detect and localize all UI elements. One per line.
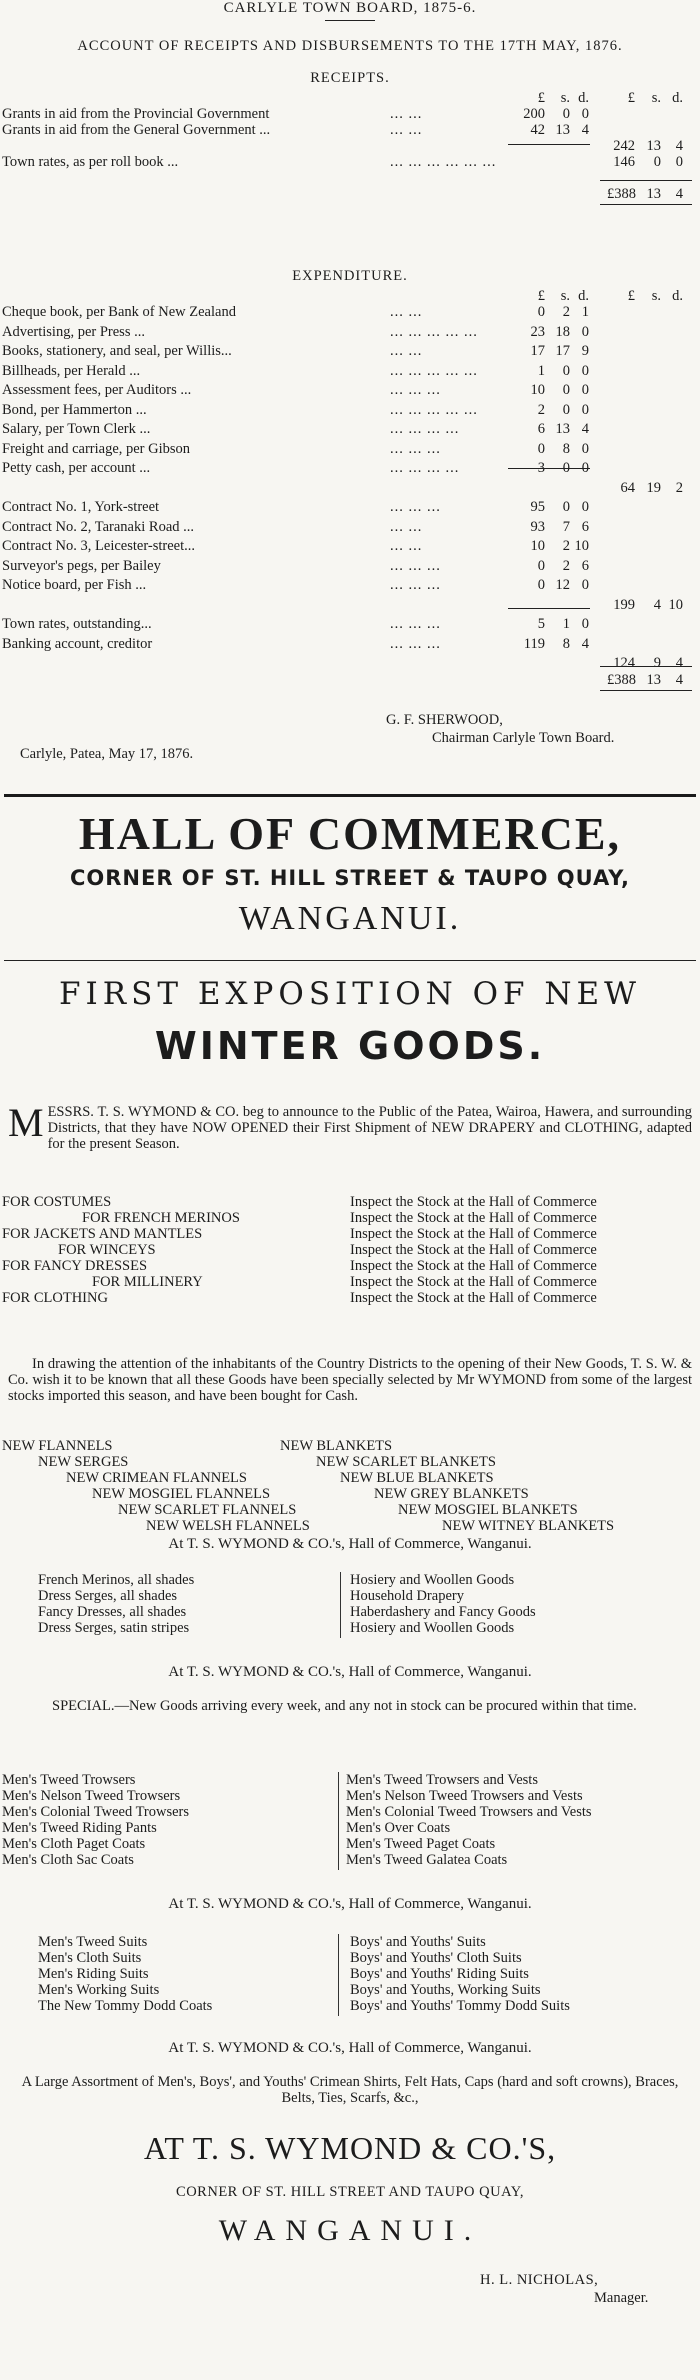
amount-cell: 0: [581, 106, 589, 122]
amount-cell: 10: [530, 538, 545, 554]
list-item: Boys' and Youths' Tommy Dodd Suits: [350, 1998, 570, 2014]
subtotal-cell: 64: [620, 479, 635, 496]
inspect-stock-text: Inspect the Stock at the Hall of Commerce: [350, 1210, 597, 1226]
list-item: Dress Serges, all shades: [38, 1588, 178, 1604]
ledger-label: Notice board, per Fish ...: [2, 577, 147, 593]
blanket-item: NEW SCARLET BLANKETS: [316, 1454, 496, 1470]
ledger-row: [0, 304, 700, 320]
amount-cell: 0: [581, 440, 589, 457]
total-pounds: £388: [607, 672, 636, 688]
inspect-stock-text: Inspect the Stock at the Hall of Commerce: [350, 1274, 597, 1290]
amount-cell: 0: [581, 401, 589, 418]
amount-cell: 2: [562, 304, 570, 320]
amount-cell: 10: [530, 382, 545, 398]
total-rule: [600, 180, 692, 181]
leader-dots: ... ... ... ...: [390, 460, 460, 476]
list-item: Men's Colonial Tweed Trowsers and Vests: [346, 1804, 592, 1820]
total-pence: 4: [675, 186, 683, 202]
for-item-label: FOR WINCEYS: [58, 1242, 156, 1258]
advert-town: WANGANUI.: [238, 900, 462, 937]
leader-dots: ... ... ... ...: [390, 421, 460, 437]
subtotal-cell: 4: [675, 655, 683, 671]
at-wymond-line: At T. S. WYMOND & CO.'s, Hall of Commerce, Wanganui.: [168, 1664, 532, 1680]
total-shillings: 13: [646, 186, 661, 202]
ledger-row: [0, 138, 700, 154]
list-item: Men's Working Suits: [38, 1982, 160, 1998]
manager-name: H. L. NICHOLAS,: [480, 2272, 599, 2288]
total-pence: 4: [675, 672, 683, 688]
pounds-col-label: £: [537, 90, 545, 106]
drop-cap: M: [8, 1100, 44, 1145]
ledger-row: [0, 655, 700, 671]
for-item-label: FOR MILLINERY: [92, 1274, 203, 1290]
ledger-row: [0, 499, 700, 515]
currency-header: [0, 90, 700, 106]
intro-text: ESSRS. T. S. WYMOND & CO. beg to announce to the Public of the Patea, Wairoa, Hawera, and surrounding Districts, that they have NOW OPENED their First Shipment of NEW DRAPERY and CLOTHING, adapted for the present Season.: [47, 1104, 692, 1152]
subtotal-cell: 4: [653, 596, 661, 613]
ledger-label: Advertising, per Press ...: [2, 323, 145, 340]
amount-cell: 23: [530, 323, 545, 340]
blanket-item: NEW BLANKETS: [280, 1438, 393, 1454]
amount-cell: 2: [562, 538, 570, 554]
advert-corner: CORNER OF ST. HILL STREET & TAUPO QUAY,: [69, 866, 631, 890]
pence-col-label: d.: [672, 90, 683, 106]
ledger-row: [0, 343, 700, 359]
subtotal-cell: 13: [646, 138, 661, 154]
inspect-stock-text: Inspect the Stock at the Hall of Commerce: [350, 1258, 597, 1274]
blanket-item: NEW WITNEY BLANKETS: [442, 1518, 615, 1534]
amount-cell: 1: [581, 304, 589, 320]
list-item: Men's Tweed Suits: [38, 1934, 148, 1950]
pence-col-label: d.: [578, 288, 589, 304]
amount-cell: 0: [562, 401, 570, 418]
ledger-label: Billheads, per Herald ...: [2, 362, 141, 379]
flannel-item: NEW FLANNELS: [2, 1438, 113, 1454]
list-item: Men's Colonial Tweed Trowsers: [2, 1804, 190, 1820]
subtotal-rule: [508, 468, 590, 469]
ledger-row: [0, 636, 700, 652]
amount-cell: 4: [581, 635, 589, 652]
subtotal-cell: 4: [675, 138, 683, 154]
ledger-label: Contract No. 3, Leicester-street...: [2, 538, 195, 554]
subtotal-cell: 0: [675, 154, 683, 170]
amount-cell: 42: [530, 122, 545, 138]
list-item: Men's Nelson Tweed Trowsers: [2, 1788, 181, 1804]
amount-cell: 0: [537, 577, 545, 593]
advert-town-2: WANGANUI.: [218, 2214, 482, 2247]
leader-dots: ... ... ... ... ...: [390, 401, 478, 418]
amount-cell: 95: [530, 499, 545, 515]
amount-cell: 6: [581, 557, 589, 574]
list-item: Household Drapery: [350, 1588, 464, 1604]
ledger-label: Town rates, outstanding...: [2, 616, 152, 632]
list-item: Men's Cloth Suits: [38, 1950, 142, 1966]
amount-cell: 17: [555, 343, 570, 359]
leader-dots: ... ...: [390, 106, 423, 122]
amount-cell: 0: [581, 323, 589, 340]
blanket-item: NEW GREY BLANKETS: [374, 1486, 529, 1502]
pence-col-label: d.: [672, 288, 683, 304]
subtotal-cell: 146: [613, 154, 635, 170]
list-item: Men's Tweed Trowsers and Vests: [346, 1772, 538, 1788]
subtotal-cell: 9: [653, 655, 661, 671]
ledger-label: Grants in aid from the Provincial Government: [2, 106, 270, 122]
big-at-wymond: AT T. S. WYMOND & CO.'S,: [143, 2130, 557, 2166]
total-shillings: 13: [646, 672, 661, 688]
subtotal-cell: 242: [613, 138, 635, 154]
subtotal-cell: 19: [646, 479, 661, 496]
ledger-row: [0, 421, 700, 437]
list-item: Men's Over Coats: [346, 1820, 451, 1836]
amount-cell: 4: [581, 421, 589, 437]
amount-cell: 0: [537, 440, 545, 457]
amount-cell: 119: [523, 635, 545, 652]
amount-cell: 0: [537, 304, 545, 320]
ledger-label: Contract No. 1, York-street: [2, 499, 160, 515]
amount-cell: 93: [530, 518, 545, 535]
amount-cell: 8: [562, 440, 570, 457]
amount-cell: 10: [574, 538, 589, 554]
ledger-label: Banking account, creditor: [2, 635, 153, 652]
expenditure-total-row: [0, 672, 700, 688]
column-divider: [338, 1934, 339, 2016]
ledger-row: [0, 577, 700, 593]
amount-cell: 0: [562, 382, 570, 398]
amount-cell: 0: [562, 106, 570, 122]
divider: [4, 960, 696, 961]
list-item: Boys' and Youths' Cloth Suits: [350, 1950, 522, 1966]
list-item: Men's Tweed Riding Pants: [2, 1820, 157, 1836]
ledger-row: [0, 519, 700, 535]
receipts-title: RECEIPTS.: [310, 70, 390, 86]
amount-cell: 13: [555, 421, 570, 437]
flannel-item: NEW SCARLET FLANNELS: [118, 1502, 297, 1518]
ledger-row: [0, 441, 700, 457]
blanket-item: NEW MOSGIEL BLANKETS: [398, 1502, 578, 1518]
ledger-row: [0, 558, 700, 574]
ledger-label: Salary, per Town Clerk ...: [2, 421, 151, 437]
currency-header: [0, 288, 700, 304]
ledger-row: [0, 597, 700, 613]
leader-dots: ... ... ...: [390, 557, 441, 574]
list-item: Hosiery and Woollen Goods: [350, 1572, 515, 1588]
blanket-item: NEW BLUE BLANKETS: [340, 1470, 494, 1486]
leader-dots: ... ... ...: [390, 635, 441, 652]
list-item: French Merinos, all shades: [38, 1572, 195, 1588]
inspect-stock-text: Inspect the Stock at the Hall of Commerce: [350, 1290, 597, 1306]
place-date: Carlyle, Patea, May 17, 1876.: [20, 746, 194, 762]
list-item: Men's Tweed Galatea Coats: [346, 1852, 508, 1868]
leader-dots: ... ... ...: [390, 577, 441, 593]
amount-cell: 0: [562, 460, 570, 476]
amount-cell: 13: [555, 122, 570, 138]
ledger-label: Town rates, as per roll book ...: [2, 154, 179, 170]
leader-dots: ... ...: [390, 518, 423, 535]
amount-cell: 7: [562, 518, 570, 535]
shillings-col-label: s.: [651, 90, 661, 106]
list-item: Men's Tweed Trowsers: [2, 1772, 136, 1788]
for-item-label: FOR COSTUMES: [2, 1194, 112, 1210]
subtotal-cell: 2: [675, 479, 683, 496]
ledger-row: [0, 324, 700, 340]
list-item: Men's Cloth Sac Coats: [2, 1852, 134, 1868]
list-item: Dress Serges, satin stripes: [38, 1620, 190, 1636]
leader-dots: ... ... ... ... ... ...: [390, 154, 497, 170]
amount-cell: 18: [555, 323, 570, 340]
subtotal-cell: 124: [613, 655, 635, 671]
total-rule: [600, 666, 692, 667]
expenditure-title: EXPENDITURE.: [292, 268, 408, 284]
amount-cell: 3: [537, 460, 545, 476]
leader-dots: ... ... ... ... ...: [390, 362, 478, 379]
leader-dots: ... ... ...: [390, 616, 441, 632]
inspect-stock-text: Inspect the Stock at the Hall of Commerce: [350, 1194, 597, 1210]
inspect-stock-text: Inspect the Stock at the Hall of Commerce: [350, 1226, 597, 1242]
leader-dots: ... ... ... ... ...: [390, 323, 478, 340]
list-item: Men's Cloth Paget Coats: [2, 1836, 146, 1852]
amount-cell: 0: [581, 362, 589, 379]
ledger-row: [0, 460, 700, 476]
column-divider: [340, 1572, 341, 1638]
amount-cell: 2: [562, 557, 570, 574]
intro-paragraph: [8, 1100, 692, 1152]
account-header: CARLYLE TOWN BOARD, 1875-6.: [223, 0, 477, 16]
list-item: Men's Nelson Tweed Trowsers and Vests: [346, 1788, 583, 1804]
ledger-label: Grants in aid from the General Government ...: [2, 122, 271, 138]
list-item: Boys' and Youths, Working Suits: [350, 1982, 541, 1998]
list-item: Men's Riding Suits: [38, 1966, 149, 1982]
ledger-row: [0, 402, 700, 418]
list-item: Boys' and Youths' Riding Suits: [350, 1966, 529, 1982]
signatory-name: G. F. SHERWOOD,: [386, 712, 503, 728]
ledger-label: Contract No. 2, Taranaki Road ...: [2, 518, 195, 535]
amount-cell: 5: [537, 616, 545, 632]
exposition-title: FIRST EXPOSITION OF NEW: [58, 976, 642, 1012]
amount-cell: 0: [581, 616, 589, 632]
flannel-item: NEW MOSGIEL FLANNELS: [92, 1486, 271, 1502]
divider: [325, 20, 375, 21]
total-pounds: £388: [607, 186, 636, 202]
for-item-label: FOR JACKETS AND MANTLES: [2, 1226, 203, 1242]
for-item-label: FOR FRENCH MERINOS: [82, 1210, 240, 1226]
list-item: Men's Tweed Paget Coats: [346, 1836, 496, 1852]
attention-paragraph: In drawing the attention of the inhabitants of the Country Districts to the opening of their New Goods, T. S. W. & Co. wish it to be known that all these Goods have been specially selected by Mr WYMOND from some of the largest stocks imported this season, and have been bought for Cash.: [8, 1356, 692, 1404]
flannel-item: NEW CRIMEAN FLANNELS: [66, 1470, 247, 1486]
inspect-stock-text: Inspect the Stock at the Hall of Commerce: [350, 1242, 597, 1258]
leader-dots: ... ...: [390, 538, 423, 554]
ledger-label: Surveyor's pegs, per Bailey: [2, 557, 161, 574]
section-divider: [4, 794, 696, 797]
amount-cell: 200: [523, 106, 545, 122]
amount-cell: 0: [581, 499, 589, 515]
list-item: Hosiery and Woollen Goods: [350, 1620, 515, 1636]
amount-cell: 6: [537, 421, 545, 437]
subtotal-rule: [508, 608, 590, 609]
for-item-label: FOR CLOTHING: [2, 1290, 108, 1306]
amount-cell: 0: [581, 577, 589, 593]
ledger-label: Assessment fees, per Auditors ...: [2, 382, 192, 398]
signatory-title: Chairman Carlyle Town Board.: [432, 730, 615, 746]
subtotal-rule: [508, 144, 590, 145]
account-subheader: ACCOUNT OF RECEIPTS AND DISBURSEMENTS TO THE 17TH MAY, 1876.: [77, 38, 623, 54]
ledger-row: [0, 382, 700, 398]
ledger-label: Cheque book, per Bank of New Zealand: [2, 304, 236, 320]
at-wymond-line: At T. S. WYMOND & CO.'s, Hall of Commerce, Wanganui.: [168, 2040, 532, 2056]
list-item: The New Tommy Dodd Coats: [38, 1998, 213, 2014]
amount-cell: 1: [537, 362, 545, 379]
total-rule: [600, 690, 692, 691]
column-divider: [338, 1772, 339, 1870]
leader-dots: ... ...: [390, 343, 423, 359]
amount-cell: 0: [581, 460, 589, 476]
advert-title: HALL OF COMMERCE,: [78, 808, 622, 859]
ledger-row: [0, 480, 700, 496]
pounds-col-label: £: [537, 288, 545, 304]
advert-corner-2: CORNER OF ST. HILL STREET AND TAUPO QUAY,: [176, 2184, 524, 2200]
for-item-label: FOR FANCY DRESSES: [2, 1258, 148, 1274]
assortment-paragraph: A Large Assortment of Men's, Boys', and Youths' Crimean Shirts, Felt Hats, Caps (hard and soft crowns), Braces, Belts, Ties, Scarfs, &c.,: [21, 2074, 679, 2106]
flannel-item: NEW SERGES: [38, 1454, 129, 1470]
ledger-label: Books, stationery, and seal, per Willis...: [2, 343, 232, 359]
at-wymond-line: At T. S. WYMOND & CO.'s, Hall of Commerce, Wanganui.: [168, 1536, 532, 1552]
ledger-row: [0, 363, 700, 379]
flannel-item: NEW WELSH FLANNELS: [146, 1518, 310, 1534]
at-wymond-line: At T. S. WYMOND & CO.'s, Hall of Commerce, Wanganui.: [168, 1896, 532, 1912]
special-paragraph: SPECIAL.—New Goods arriving every week, and any not in stock can be procured within that time.: [52, 1698, 637, 1714]
amount-cell: 0: [537, 557, 545, 574]
amount-cell: 0: [581, 382, 589, 398]
winter-goods-title: WINTER GOODS.: [154, 1024, 546, 1068]
subtotal-cell: 10: [668, 596, 683, 613]
amount-cell: 0: [562, 499, 570, 515]
ledger-row: [0, 154, 700, 170]
shillings-col-label: s.: [560, 90, 570, 106]
manager-title: Manager.: [594, 2290, 649, 2306]
list-item: Haberdashery and Fancy Goods: [350, 1604, 536, 1620]
subtotal-cell: 0: [653, 154, 661, 170]
pounds-col-label: £: [627, 288, 635, 304]
ledger-label: Freight and carriage, per Gibson: [2, 440, 191, 457]
pence-col-label: d.: [578, 90, 589, 106]
amount-cell: 1: [562, 616, 570, 632]
subtotal-cell: 199: [613, 596, 635, 613]
amount-cell: 17: [530, 343, 545, 359]
ledger-row: [0, 538, 700, 554]
leader-dots: ... ... ...: [390, 440, 441, 457]
leader-dots: ... ...: [390, 122, 423, 138]
amount-cell: 9: [581, 343, 589, 359]
receipts-total-row: [0, 186, 700, 202]
amount-cell: 2: [537, 401, 545, 418]
amount-cell: 6: [581, 518, 589, 535]
ledger-row: [0, 616, 700, 632]
total-rule: [600, 204, 692, 205]
leader-dots: ... ... ...: [390, 382, 441, 398]
amount-cell: 12: [555, 577, 570, 593]
leader-dots: ... ... ...: [390, 499, 441, 515]
list-item: Fancy Dresses, all shades: [38, 1604, 187, 1620]
list-item: Boys' and Youths' Suits: [350, 1934, 486, 1950]
ledger-row: [0, 122, 700, 138]
leader-dots: ... ...: [390, 304, 423, 320]
ledger-label: Bond, per Hammerton ...: [2, 401, 147, 418]
shillings-col-label: s.: [651, 288, 661, 304]
amount-cell: 8: [562, 635, 570, 652]
ledger-row: [0, 106, 700, 122]
amount-cell: 4: [581, 122, 589, 138]
ledger-label: Petty cash, per account ...: [2, 460, 151, 476]
amount-cell: 0: [562, 362, 570, 379]
pounds-col-label: £: [627, 90, 635, 106]
shillings-col-label: s.: [560, 288, 570, 304]
